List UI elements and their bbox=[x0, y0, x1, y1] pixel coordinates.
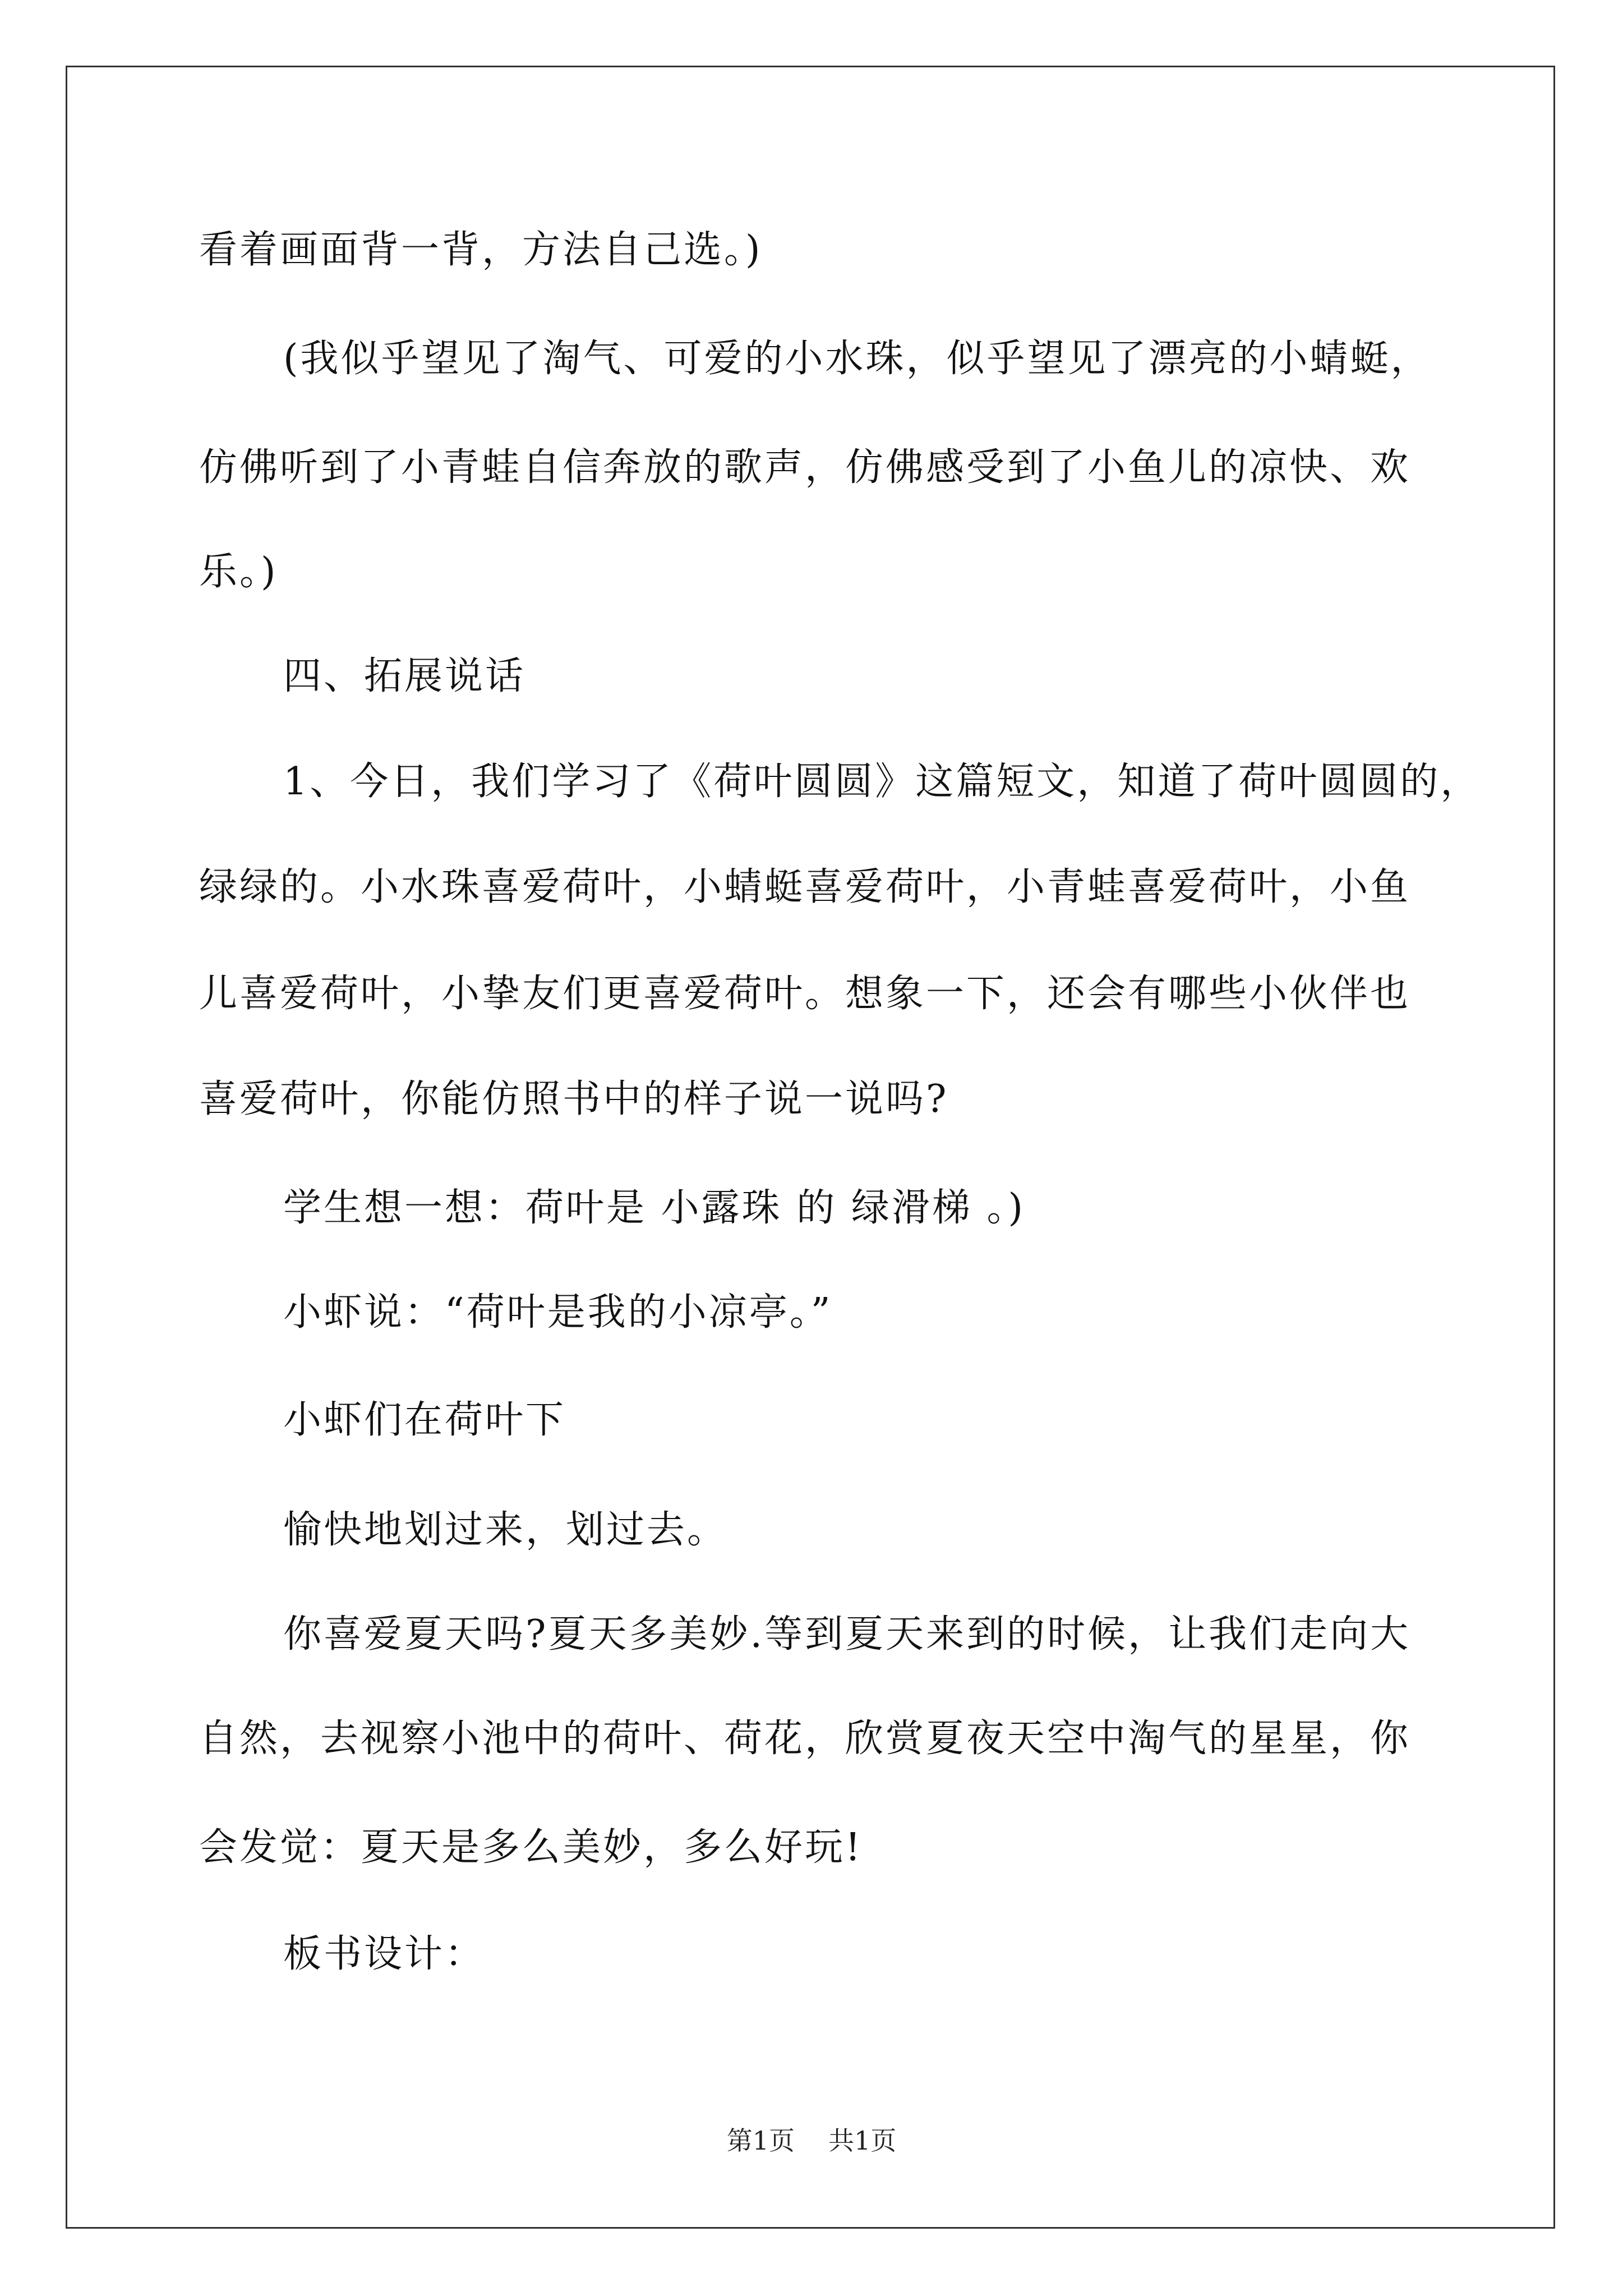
text-line-10: 学生想一想：荷叶是 小露珠 的 绿滑梯 。) bbox=[283, 1186, 1025, 1230]
section-heading: 四、拓展说话 bbox=[283, 654, 526, 698]
text-line-7: 绿绿的。小水珠喜爱荷叶，小蜻蜓喜爱荷叶，小青蛙喜爱荷叶，小鱼 bbox=[199, 865, 1411, 909]
text-line-2: (我似乎望见了淘气、可爱的小水珠，似乎望见了漂亮的小蜻蜓， bbox=[283, 337, 1431, 381]
board-design-heading: 板书设计： bbox=[283, 1932, 486, 1976]
text-line-13: 愉快地划过来，划过去。 bbox=[283, 1508, 728, 1552]
text-line-12: 小虾们在荷叶下 bbox=[283, 1398, 566, 1442]
page-border bbox=[66, 66, 1555, 2229]
page-footer bbox=[0, 2124, 1623, 2157]
page-number-current: 第1页 bbox=[726, 2125, 795, 2156]
text-line-11: 小虾说：“荷叶是我的小凉亭。” bbox=[283, 1290, 833, 1335]
page-number-total: 共1页 bbox=[828, 2125, 897, 2156]
text-line-9: 喜爱荷叶，你能仿照书中的样子说一说吗? bbox=[199, 1077, 949, 1121]
text-line-1: 看着画面背一背，方法自己选。) bbox=[199, 228, 763, 272]
text-line-16: 会发觉：夏天是多么美妙，多么好玩! bbox=[199, 1825, 863, 1870]
text-line-15: 自然，去视察小池中的荷叶、荷花，欣赏夏夜天空中淘气的星星，你 bbox=[199, 1717, 1411, 1761]
text-line-14: 你喜爱夏天吗?夏天多美妙.等到夏天来到的时候，让我们走向大 bbox=[283, 1612, 1411, 1657]
text-line-3: 仿佛听到了小青蛙自信奔放的歌声，仿佛感受到了小鱼儿的凉快、欢 bbox=[199, 445, 1411, 490]
text-line-6: 1、今日，我们学习了《荷叶圆圆》这篇短文，知道了荷叶圆圆的， bbox=[283, 760, 1481, 804]
text-line-4: 乐。) bbox=[199, 550, 278, 594]
text-line-8: 儿喜爱荷叶，小挚友们更喜爱荷叶。想象一下，还会有哪些小伙伴也 bbox=[199, 972, 1411, 1016]
